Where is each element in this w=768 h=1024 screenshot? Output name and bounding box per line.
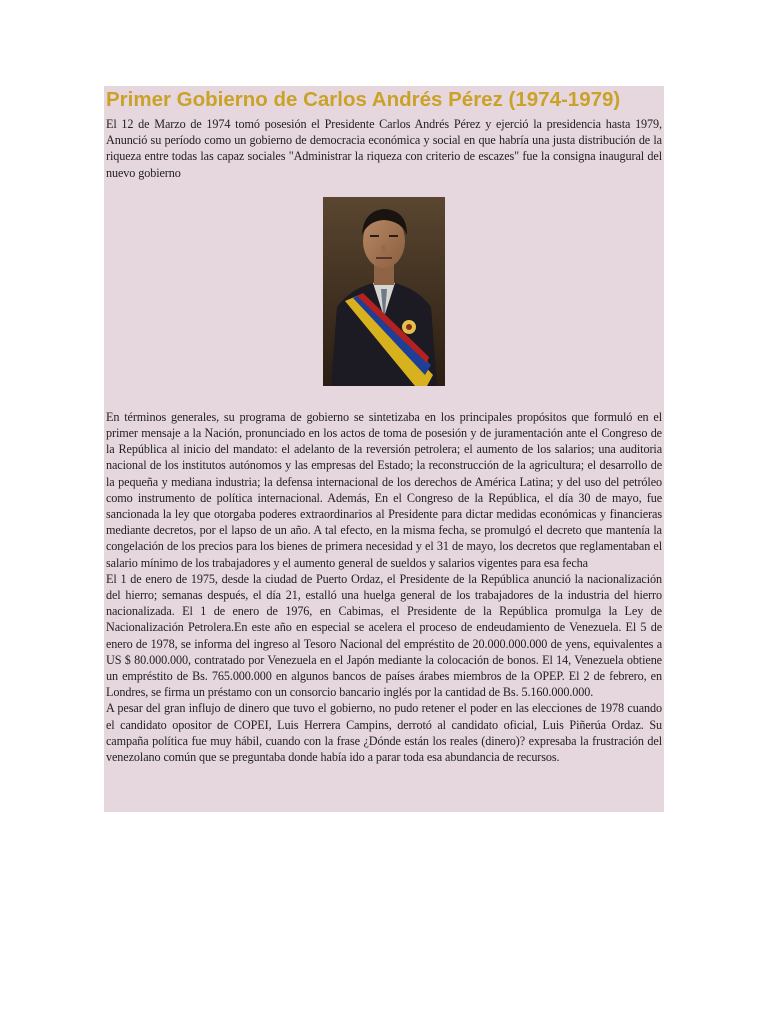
body-paragraph: A pesar del gran influjo de dinero que tuvo el gobierno, no pudo retener el poder en las elecciones de 1978 cuando el candidato opositor de COPEI, Luis Herrera Campins, derrotó al candidato oficial, Luis Piñerúa Ordaz. Su campaña política fue muy hábil, cuando con la frase ¿Dónde están los reales (dinero)? expresaba la frustración del venezolano común que se preguntaba donde había ido a parar toda esa abundancia de recursos. <box>106 701 662 765</box>
president-portrait <box>323 197 445 386</box>
portrait-container <box>106 181 662 409</box>
page-title: Primer Gobierno de Carlos Andrés Pérez (1974-1979) <box>106 88 621 111</box>
intro-paragraph: El 12 de Marzo de 1974 tomó posesión el Presidente Carlos Andrés Pérez y ejerció la presidencia hasta 1979, Anunció su período como un gobierno de democracia económica y social en que habría una justa distribución de la riqueza entre todas las capaz sociales "Administrar la riqueza con criterio de escazes" fue la consigna inaugural del nuevo gobierno <box>106 117 662 180</box>
body-paragraph: El 1 de enero de 1975, desde la ciudad de Puerto Ordaz, el Presidente de la República anunció la nacionalización del hierro; semanas después, el día 21, estalló una huelga general de los trabajadores de la industria del hierro nacionalizada. El 1 de enero de 1976, en Cabimas, el Presidente de la República promulga la Ley de Nacionalización Petrolera.En este año en especial se acelera el proceso de endeudamiento de Venezuela. El 5 de enero de 1978, se informa del ingreso al Tesoro Nacional del empréstito de 20.000.000.000 de yens, equivalentes a US $ 80.000.000, contratado por Venezuela en el Japón mediante la colocación de bonos. El 14, Venezuela obtiene un empréstito de Bs. 765.000.000 en algunos bancos de países árabes miembros de la OPEP. El 2 de febrero, en Londres, se firma un préstamo con un consorcio bancario inglés por la cantidad de Bs. 5.160.000.000. <box>106 571 662 700</box>
body-paragraph: En términos generales, su programa de gobierno se sintetizaba en los principales propósitos que formuló en el primer mensaje a la Nación, pronunciado en los actos de toma de posesión y de juramentación ante el Congreso de la República al inicio del mandato: el adelanto de la reversión petrolera; el aumento de los salarios; una auditoria nacional de los institutos autónomos y las empresas del Estado; la reconstrucción de la agricultura; el desarrollo de la pequeña y mediana industria; la defensa internacional de los derechos de América Latina; y del uso del petróleo como instrumento de política internacional. Además, En el Congreso de la República, el día 30 de mayo, fue sancionada la ley que otorgaba poderes extraordinarios al Presidente para dictar medidas económicas y financieras mediante decretos, por el lapso de un año. A tal efecto, en la misma fecha, se promulgó el decreto que mantenía la congelación de los precios para los bienes de primera necesidad y el 31 de mayo, los decretos que reglamentaban el salario mínimo de los trabajadores y el aumento general de sueldos y salarios vigentes para esa fecha <box>106 409 662 570</box>
document-content <box>106 88 662 765</box>
